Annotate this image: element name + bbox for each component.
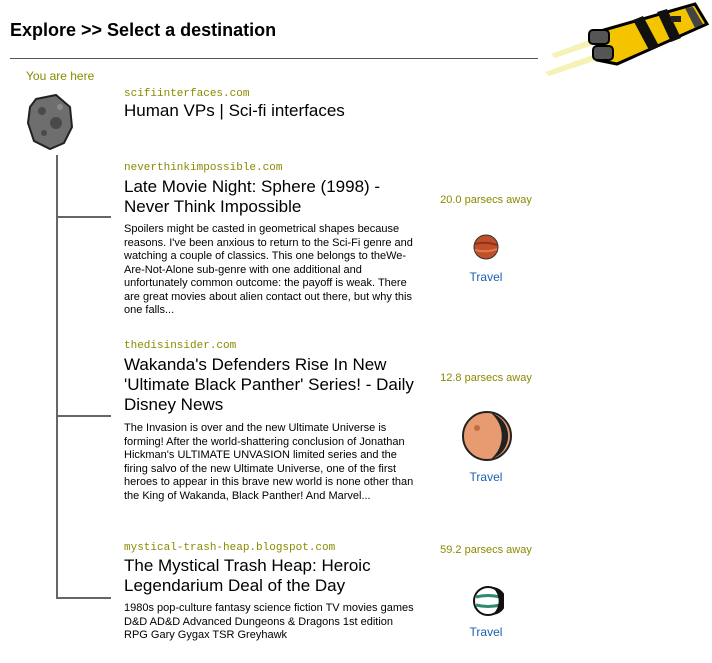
destination-title[interactable]: Wakanda's Defenders Rise In New 'Ultimate Black Panther' Series! - Daily Disney News: [124, 355, 414, 414]
you-are-here-label: You are here: [26, 69, 95, 83]
tree-trunk: [56, 155, 58, 598]
destination-excerpt: Spoilers might be casted in geometrical shapes because reasons. I've been anxious to return to the Sci-Fi genre and watching a couple of classics. This one belongs to theWe-Are-Not-Alone sub-genre with one additional and unfortunately common outcome: the payoff is weak. There are great movies about alien contact out there, but why this one falls...: [124, 223, 413, 316]
planet-icon: [461, 410, 513, 462]
travel-link[interactable]: Travel: [469, 470, 503, 484]
tree-branch: [56, 415, 111, 417]
destination-domain[interactable]: neverthinkimpossible.com: [124, 162, 283, 174]
destination-domain[interactable]: mystical-trash-heap.blogspot.com: [124, 542, 336, 554]
distance-label: 59.2 parsecs away: [440, 544, 532, 556]
distance-label: 20.0 parsecs away: [440, 194, 532, 206]
tree-branch: [56, 216, 111, 218]
destination-title[interactable]: The Mystical Trash Heap: Heroic Legendarium Deal of the Day: [124, 556, 371, 595]
planet-icon: [472, 585, 504, 617]
page-title: Explore >> Select a destination: [10, 20, 277, 40]
travel-link[interactable]: Travel: [469, 270, 503, 284]
travel-link[interactable]: Travel: [469, 625, 503, 639]
destination-title[interactable]: Late Movie Night: Sphere (1998) - Never Think Impossible: [124, 177, 381, 216]
current-domain[interactable]: scifiinterfaces.com: [124, 88, 250, 100]
destination-excerpt: 1980s pop-culture fantasy science fiction TV movies games D&D AD&D Advanced Dungeons & Dragons 1st edition RPG Gary Gygax TSR Greyhawk: [124, 602, 414, 641]
tree-branch: [56, 597, 111, 599]
asteroid-icon: [26, 93, 74, 153]
distance-label: 12.8 parsecs away: [440, 372, 532, 384]
destination-excerpt: The Invasion is over and the new Ultimate Universe is forming! After the world-shattering conclusion of Jonathan Hickman's ULTIMATE UNVASION limited series and the firing salvo of the new Ultimate Universe, one of the first heroes to appear in this brave new world is none other than the King of Wakanda, Black Panther! And Marvel...: [124, 422, 414, 502]
destination-domain[interactable]: thedisinsider.com: [124, 340, 237, 352]
header-divider: [10, 58, 538, 59]
spaceship-icon: [545, 2, 710, 84]
current-title[interactable]: Human VPs | Sci-fi interfaces: [124, 101, 345, 120]
planet-icon: [472, 233, 500, 261]
